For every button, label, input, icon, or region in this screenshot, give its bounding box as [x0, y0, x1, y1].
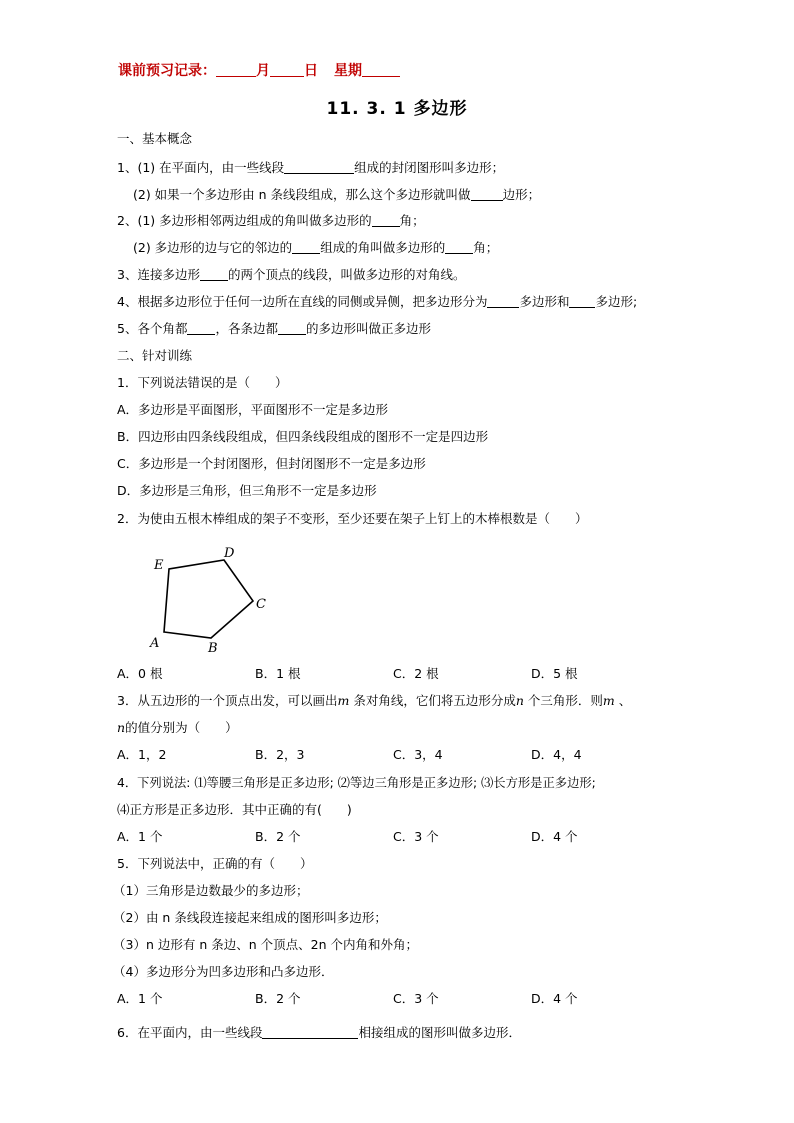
concept-line-3: 2、(1) 多边形相邻两边组成的角叫做多边形的 角； — [117, 213, 425, 228]
q3-option-c: C．3，4 — [393, 747, 443, 762]
var-n-2: n — [117, 720, 126, 735]
q4-option-b: B．2 个 — [255, 829, 301, 844]
pentagon-shape — [164, 560, 253, 638]
q1-option-b: B．四边形由四条线段组成，但四条线段组成的图形不一定是四边形 — [117, 429, 489, 444]
q4-option-a: A．1 个 — [117, 829, 163, 844]
q6-blank — [262, 1025, 358, 1039]
section1-heading: 一、基本概念 — [117, 131, 193, 146]
q1-stem: 1．下列说法错误的是（ ） — [117, 375, 288, 390]
blank-10 — [278, 321, 306, 335]
concept-line-2: (2) 如果一个多边形由 n 条线段组成，那么这个多边形就叫做 边形； — [133, 187, 541, 202]
var-n: n — [515, 693, 524, 708]
weekday-blank — [362, 62, 400, 77]
blank-8 — [569, 294, 595, 308]
q5-stem: 5．下列说法中，正确的有（ ） — [117, 856, 313, 871]
q5-statement-4: （4）多边形分为凹多边形和凸多边形． — [113, 964, 334, 979]
q3-option-a: A．1，2 — [117, 747, 167, 762]
q3-stem-line2: n的值分别为（ ） — [117, 720, 238, 735]
blank-7 — [487, 294, 519, 308]
concept-line-4: (2) 多边形的边与它的邻边的 组成的角叫做多边形的 角； — [133, 240, 499, 255]
q4-stem: 4．下列说法: ⑴等腰三角形是正多边形; ⑵等边三角形是正多边形; ⑶长方形是正多边形; — [117, 776, 596, 790]
header-weekday: 星期 — [334, 63, 362, 79]
q5-statement-2: （2）由 n 条线段连接起来组成的图形叫多边形； — [113, 910, 387, 925]
q5-statement-1: （1）三角形是边数最少的多边形； — [113, 883, 309, 898]
q2-option-c: C．2 根 — [393, 666, 439, 681]
q1-option-a: A．多边形是平面图形，平面图形不一定是多边形 — [117, 402, 389, 417]
blank-6 — [200, 267, 228, 281]
var-m-2: m — [602, 693, 615, 708]
concept-line-5: 3、连接多边形 的两个顶点的线段，叫做多边形的对角线。 — [117, 267, 466, 282]
q5-statement-3: （3）n 边形有 n 条边、n 个顶点、2n 个内角和外角； — [113, 937, 418, 952]
vertex-label-e: E — [154, 558, 164, 573]
concept-line-1: 1、(1) 在平面内，由一些线段 组成的封闭图形叫多边形； — [117, 160, 505, 175]
header-label: 课前预习记录： — [118, 63, 216, 79]
concept-line-6: 4、根据多边形位于任何一边所在直线的同侧或异侧，把多边形分为 多边形和 多边形; — [117, 294, 638, 309]
header-month: 月 — [256, 63, 270, 79]
q2-option-a: A．0 根 — [117, 666, 163, 681]
q5-option-c: C．3 个 — [393, 991, 439, 1006]
q2-option-d: D．5 根 — [531, 666, 578, 681]
vertex-label-d: D — [224, 546, 235, 561]
section2-heading: 二、针对训练 — [117, 348, 193, 363]
blank-1 — [284, 160, 354, 174]
q3-option-b: B．2，3 — [255, 747, 305, 762]
blank-3 — [372, 213, 400, 227]
month-blank — [216, 62, 256, 77]
q3-option-d: D．4，4 — [531, 747, 582, 762]
pentagon-figure — [140, 540, 280, 660]
q2-stem: 2．为使由五根木棒组成的架子不变形，至少还要在架子上钉上的木棒根数是（ ） — [117, 511, 588, 526]
blank-2 — [471, 187, 503, 201]
q5-option-b: B．2 个 — [255, 991, 301, 1006]
q4-option-c: C．3 个 — [393, 829, 439, 844]
q5-option-a: A．1 个 — [117, 991, 163, 1006]
header-day: 日 — [304, 63, 318, 79]
q1-option-d: D．多边形是三角形，但三角形不一定是多边形 — [117, 483, 377, 498]
day-blank — [270, 62, 304, 77]
page-title: 11. 3. 1 多边形 — [326, 99, 468, 119]
preview-record-header — [118, 60, 400, 80]
blank-4 — [292, 240, 320, 254]
blank-5 — [445, 240, 473, 254]
q1-option-c: C．多边形是一个封闭图形，但封闭图形不一定是多边形 — [117, 456, 426, 471]
blank-9 — [187, 321, 215, 335]
vertex-label-a: A — [150, 636, 160, 651]
vertex-label-c: C — [256, 597, 266, 612]
q6-stem: 6．在平面内，由一些线段 相接组成的图形叫做多边形． — [117, 1025, 521, 1040]
vertex-label-b: B — [208, 641, 218, 656]
var-m: m — [337, 693, 350, 708]
concept-line-7: 5、各个角都 ，各条边都 的多边形叫做正多边形 — [117, 321, 431, 336]
q2-option-b: B．1 根 — [255, 666, 301, 681]
q4-option-d: D．4 个 — [531, 829, 578, 844]
q4-stem-line2: ⑷正方形是正多边形．其中正确的有( ) — [117, 802, 352, 817]
q5-option-d: D．4 个 — [531, 991, 578, 1006]
q3-stem: 3．从五边形的一个顶点出发，可以画出m 条对角线，它们将五边形分成n 个三角形．则m 、 — [117, 693, 632, 708]
